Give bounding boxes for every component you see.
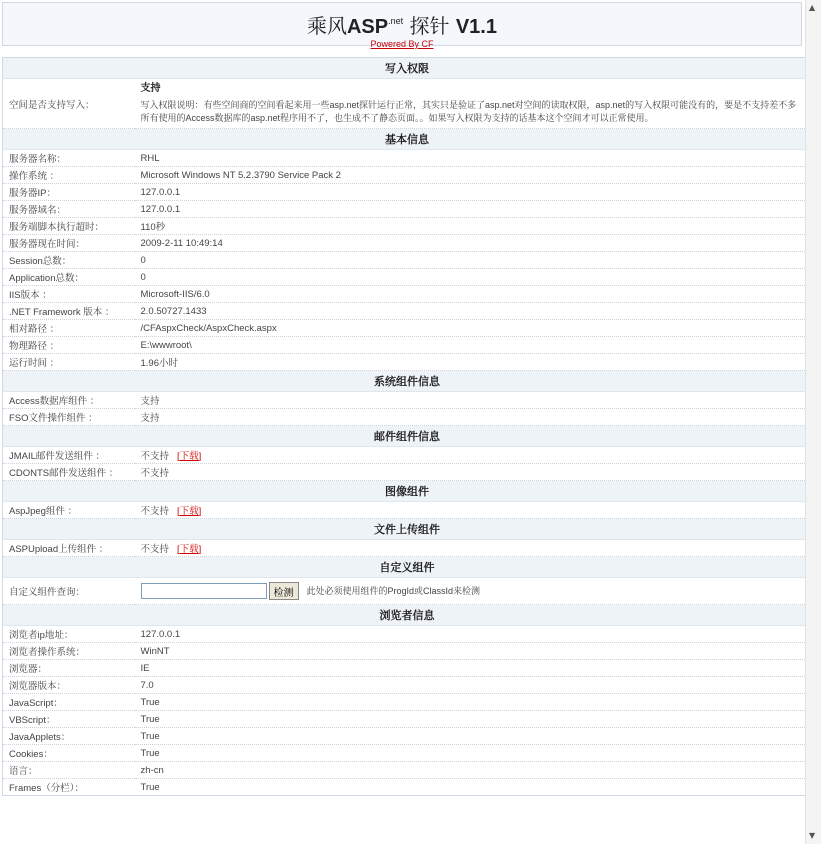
row-value-cell xyxy=(135,286,806,303)
table-row xyxy=(3,252,806,269)
row-value-cell xyxy=(135,184,806,201)
table-row xyxy=(3,694,806,711)
title-net: .net xyxy=(388,16,404,26)
row-value: True xyxy=(140,747,160,759)
row-value-cell xyxy=(135,779,806,796)
download-link[interactable]: [ 下载 ] xyxy=(177,451,201,462)
row-value: 127.0.0.1 xyxy=(140,186,181,198)
row-value: 0 xyxy=(140,271,146,283)
section-header-custom xyxy=(3,557,806,578)
row-label: 浏览者操作系统： xyxy=(3,643,135,660)
table-row xyxy=(3,677,806,694)
table-row xyxy=(3,354,806,371)
section-title: 基本信息 xyxy=(3,129,806,150)
section-title: 浏览者信息 xyxy=(3,605,806,626)
table-row xyxy=(3,447,806,464)
row-value-cell xyxy=(135,502,806,519)
table-row xyxy=(3,409,806,426)
row-value: 7.0 xyxy=(140,679,154,691)
row-value: Microsoft-IIS/6.0 xyxy=(140,288,210,300)
row-value-cell xyxy=(135,745,806,762)
row-value: 不支持 xyxy=(140,544,170,555)
row-label: 浏览者ip地址： xyxy=(3,626,135,643)
row-label: FSO文件操作组件 ： xyxy=(3,409,135,426)
row-label: Frames（分栏）： xyxy=(3,779,135,796)
row-value: 不支持 xyxy=(140,451,170,462)
row-value: E:\wwwroot\ xyxy=(140,339,192,351)
title-asp: ASP xyxy=(346,16,389,38)
table-row xyxy=(3,392,806,409)
row-value-cell xyxy=(135,218,806,235)
table-row xyxy=(3,464,806,481)
row-label: Cookies： xyxy=(3,745,135,762)
section-title: 写入权限 xyxy=(3,58,806,79)
upload-component-rows xyxy=(3,540,806,557)
row-value: RHL xyxy=(140,152,160,164)
title-probe: 探针 xyxy=(403,14,456,38)
check-button[interactable]: 检测 xyxy=(269,582,299,600)
row-label: AspJpeg组件 ： xyxy=(3,502,135,519)
section-title: 自定义组件 xyxy=(3,557,806,578)
row-label: ASPUpload上传组件 ： xyxy=(3,540,135,557)
row-label: Access数据库组件 ： xyxy=(3,392,135,409)
table-row xyxy=(3,762,806,779)
row-value: 2.0.50727.1433 xyxy=(140,305,207,317)
row-label: IIS版本 ： xyxy=(3,286,135,303)
page-title xyxy=(3,3,801,39)
title-cn: 乘风 xyxy=(306,14,347,38)
component-query-input[interactable] xyxy=(141,583,267,599)
row-label: 浏览器： xyxy=(3,660,135,677)
row-label: 浏览器版本： xyxy=(3,677,135,694)
row-value-cell xyxy=(135,540,806,557)
row-value: 支持 xyxy=(140,413,160,424)
custom-value xyxy=(135,578,806,605)
row-label: 运行时间 ： xyxy=(3,354,135,371)
table-row xyxy=(3,337,806,354)
section-header-mail xyxy=(3,426,806,447)
row-value-cell xyxy=(135,447,806,464)
table-row xyxy=(3,218,806,235)
row-value-cell xyxy=(135,643,806,660)
mail-component-rows xyxy=(3,447,806,481)
row-value-cell xyxy=(135,337,806,354)
row-label: 相对路径 ： xyxy=(3,320,135,337)
custom-note: 此处必须使用组件的ProgId或ClassId来检测 xyxy=(306,585,481,596)
table-row xyxy=(3,184,806,201)
row-label: 服务器域名： xyxy=(3,201,135,218)
basic-info-rows xyxy=(3,150,806,371)
row-value: zh-cn xyxy=(140,764,164,776)
row-value-cell xyxy=(135,150,806,167)
table-row xyxy=(3,286,806,303)
row-value: True xyxy=(140,696,160,708)
row-value: True xyxy=(140,730,160,742)
table-row xyxy=(3,728,806,745)
write-value xyxy=(135,79,806,129)
row-value-cell xyxy=(135,464,806,481)
row-label: VBScript： xyxy=(3,711,135,728)
title-version: V1.1 xyxy=(455,16,497,38)
system-component-rows xyxy=(3,392,806,426)
row-value-cell xyxy=(135,167,806,184)
row-value-cell xyxy=(135,711,806,728)
row-value: 127.0.0.1 xyxy=(140,203,181,215)
row-value: 110秒 xyxy=(140,222,166,233)
write-desc: 写入权限说明：有些空间商的空间看起来用一些asp.net探针运行正常，其实只是验证了asp.net对空间的读取权限，asp.net的写入权限可能没有的，要是不支持差不多所有使用的Access数据库的asp.net程序用不了，也生成不了静态页面。。如果写入权限为支持的话基本这个空间才可以正常使用。 xyxy=(140,100,797,123)
row-value-cell xyxy=(135,252,806,269)
row-value-cell xyxy=(135,728,806,745)
header xyxy=(2,2,802,49)
row-value: Microsoft Windows NT 5.2.3790 Service Pack 2 xyxy=(140,169,341,181)
section-header-system xyxy=(3,371,806,392)
row-value: IE xyxy=(140,662,150,674)
browser-info-rows xyxy=(3,626,806,796)
table-row xyxy=(3,540,806,557)
row-value-cell xyxy=(135,392,806,409)
table-row xyxy=(3,711,806,728)
row-value-cell xyxy=(135,235,806,252)
row-value-cell xyxy=(135,694,806,711)
custom-component-row xyxy=(3,578,806,605)
table-row xyxy=(3,643,806,660)
row-value: True xyxy=(140,713,160,725)
table-row xyxy=(3,167,806,184)
section-header-basic xyxy=(3,129,806,150)
section-header-browser xyxy=(3,605,806,626)
row-value-cell xyxy=(135,677,806,694)
section-header-image xyxy=(3,481,806,502)
vertical-scrollbar[interactable] xyxy=(805,0,821,844)
row-label: 语言： xyxy=(3,762,135,779)
row-label: JavaApplets： xyxy=(3,728,135,745)
scroll-up-arrow-icon[interactable]: ▲ xyxy=(809,3,816,12)
section-title: 邮件组件信息 xyxy=(3,426,806,447)
table-row xyxy=(3,150,806,167)
row-label: Application总数： xyxy=(3,269,135,286)
row-label: .NET Framework 版本 ： xyxy=(3,303,135,320)
row-value: WinNT xyxy=(140,645,170,657)
row-label: 服务端脚本执行超时： xyxy=(3,218,135,235)
table-row xyxy=(3,201,806,218)
table-row xyxy=(3,660,806,677)
row-value-cell xyxy=(135,660,806,677)
download-link[interactable]: [ 下载 ] xyxy=(177,506,201,517)
write-status: 支持 xyxy=(140,83,161,94)
section-header-write xyxy=(3,58,806,79)
row-value-cell xyxy=(135,269,806,286)
row-value-cell xyxy=(135,626,806,643)
row-value: 不支持 xyxy=(140,468,170,479)
table-row xyxy=(3,235,806,252)
scroll-down-arrow-icon[interactable]: ▼ xyxy=(809,831,816,840)
powered-by-link[interactable]: Powered By CF xyxy=(370,39,434,49)
table-row xyxy=(3,320,806,337)
row-value: /CFAspxCheck/AspxCheck.aspx xyxy=(140,322,277,334)
row-label: 服务器IP： xyxy=(3,184,135,201)
row-label: CDONTS邮件发送组件 ： xyxy=(3,464,135,481)
row-value: 支持 xyxy=(140,396,160,407)
section-title: 图像组件 xyxy=(3,481,806,502)
row-value: 2009-2-11 10:49:14 xyxy=(140,237,223,249)
table-row xyxy=(3,269,806,286)
write-label: 空间是否支持写入： xyxy=(3,79,135,129)
row-value-cell xyxy=(135,354,806,371)
probe-table xyxy=(2,57,806,796)
row-label: Session总数： xyxy=(3,252,135,269)
row-value-cell xyxy=(135,303,806,320)
table-row xyxy=(3,779,806,796)
row-value: 0 xyxy=(140,254,146,266)
row-value: 不支持 xyxy=(140,506,170,517)
download-link[interactable]: [ 下载 ] xyxy=(177,544,201,555)
row-value-cell xyxy=(135,201,806,218)
image-component-rows xyxy=(3,502,806,519)
table-row xyxy=(3,502,806,519)
row-label: 服务器现在时间： xyxy=(3,235,135,252)
row-label: 服务器名称： xyxy=(3,150,135,167)
row-label: JMAIL邮件发送组件 ： xyxy=(3,447,135,464)
table-row xyxy=(3,745,806,762)
row-value-cell xyxy=(135,409,806,426)
row-value-cell xyxy=(135,762,806,779)
write-row xyxy=(3,79,806,129)
row-value: 1.96小时 xyxy=(140,358,178,369)
custom-label: 自定义组件查询： xyxy=(3,578,135,605)
table-row xyxy=(3,303,806,320)
row-label: 物理路径 ： xyxy=(3,337,135,354)
row-value: 127.0.0.1 xyxy=(140,628,181,640)
section-title: 系统组件信息 xyxy=(3,371,806,392)
table-row xyxy=(3,626,806,643)
row-value-cell xyxy=(135,320,806,337)
section-title: 文件上传组件 xyxy=(3,519,806,540)
row-label: JavaScript： xyxy=(3,694,135,711)
section-header-upload xyxy=(3,519,806,540)
row-value: True xyxy=(140,781,160,793)
row-label: 操作系统 ： xyxy=(3,167,135,184)
